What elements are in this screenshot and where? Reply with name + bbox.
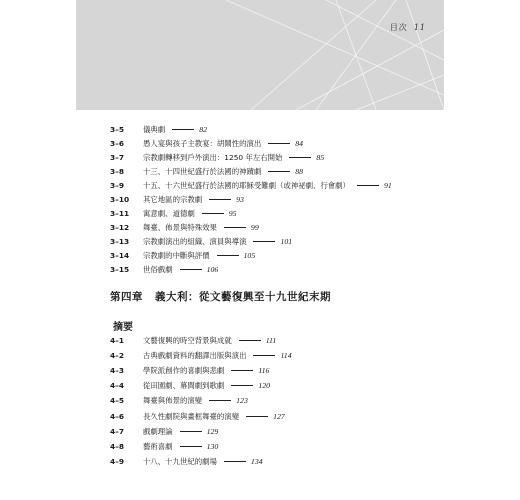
- toc-entry[interactable]: [110, 349, 292, 361]
- entry-number: 4–9: [110, 457, 124, 467]
- running-header-page: 11: [413, 23, 426, 32]
- entry-title: 宗教劇轉移到戶外演出：1250 年左右開始: [143, 152, 283, 162]
- entry-number: 4–4: [110, 381, 124, 391]
- entry-title: 世俗戲劇: [143, 264, 173, 274]
- entry-title: 其它地區的宗教劇: [143, 194, 203, 204]
- toc-entry[interactable]: [110, 249, 255, 261]
- toc-entry[interactable]: [110, 380, 270, 392]
- entry-number: 4–6: [110, 411, 124, 421]
- leader-line: [172, 129, 194, 130]
- leader-line: [239, 340, 261, 341]
- toc-entry[interactable]: [110, 440, 218, 452]
- leader-line: [246, 416, 268, 417]
- leader-line: [224, 461, 246, 462]
- toc-entry[interactable]: [110, 137, 303, 149]
- entry-title: 儀典劇: [143, 124, 166, 134]
- toc-entry[interactable]: [110, 235, 292, 247]
- header-banner: [76, 0, 444, 110]
- toc-entry[interactable]: [110, 334, 276, 346]
- leader-line: [217, 255, 239, 256]
- entry-title: 十五、十六世紀盛行於法國的耶穌受難劇（或神祕劇、行會劇）: [143, 180, 350, 190]
- entry-number: 3–13: [110, 236, 130, 246]
- entry-number: 4–7: [110, 426, 124, 436]
- leader-line: [231, 385, 253, 386]
- entry-page: 134: [250, 457, 263, 467]
- chapter-heading: [110, 289, 331, 304]
- leader-line: [268, 171, 290, 172]
- leader-line: [209, 199, 231, 200]
- toc-entry[interactable]: [110, 364, 269, 376]
- entry-page: 130: [206, 441, 219, 451]
- entry-page: 105: [243, 250, 256, 260]
- entry-page: 123: [236, 396, 248, 406]
- entry-number: 4–3: [110, 365, 124, 375]
- toc-entry[interactable]: [110, 179, 392, 191]
- toc-entry[interactable]: [110, 193, 244, 205]
- toc-entry[interactable]: [110, 456, 263, 468]
- entry-page: 116: [258, 365, 270, 375]
- entry-page: 101: [280, 236, 293, 246]
- entry-title: 宗教劇演出的組織、演員與導演: [143, 236, 247, 246]
- entry-page: 95: [228, 208, 237, 218]
- entry-number: 3–14: [110, 250, 130, 260]
- toc-entry[interactable]: [110, 395, 248, 407]
- toc-entry[interactable]: [110, 410, 285, 422]
- leader-line: [209, 400, 231, 401]
- entry-title: 十三、十四世紀盛行於法國的神蹟劇: [143, 166, 262, 176]
- entry-number: 3–15: [110, 264, 130, 274]
- leader-line: [253, 355, 275, 356]
- entry-number: 3–8: [110, 166, 124, 176]
- toc-entry[interactable]: [110, 151, 324, 163]
- entry-title: 舞臺、佈景與特殊效果: [143, 222, 217, 232]
- entry-page: 120: [258, 381, 271, 391]
- leader-line: [202, 213, 224, 214]
- leader-line: [289, 157, 311, 158]
- entry-number: 3–6: [110, 138, 124, 148]
- entry-number: 4–2: [110, 350, 124, 360]
- toc-entry[interactable]: [110, 123, 207, 135]
- toc-entry[interactable]: [110, 263, 218, 275]
- running-header-title: 目次: [389, 23, 408, 32]
- entry-page: 127: [273, 411, 285, 421]
- entry-page: 114: [280, 350, 292, 360]
- entry-page: 93: [236, 194, 244, 204]
- toc-entry[interactable]: [110, 221, 259, 233]
- toc-entry[interactable]: [110, 165, 303, 177]
- entry-number: 3–5: [110, 124, 124, 134]
- leader-line: [180, 446, 202, 447]
- toc-entry[interactable]: [110, 425, 218, 437]
- leader-line: [231, 370, 253, 371]
- entry-page: 84: [295, 138, 304, 148]
- leader-line: [180, 431, 202, 432]
- leader-line: [357, 185, 379, 186]
- toc-entry[interactable]: [110, 207, 237, 219]
- entry-title: 寓意劇、道德劇: [143, 208, 195, 218]
- entry-number: 4–8: [110, 441, 124, 451]
- entry-page: 88: [295, 166, 304, 176]
- entry-title: 從田園劇、幕間劇到歌劇: [143, 381, 225, 391]
- leader-line: [180, 269, 202, 270]
- entry-title: 宗教劇的中斷與評價: [143, 250, 210, 260]
- leader-line: [253, 241, 275, 242]
- entry-number: 4–5: [110, 396, 124, 406]
- entry-number: 3–7: [110, 152, 124, 162]
- entry-number: 3–9: [110, 180, 124, 190]
- entry-number: 4–1: [110, 335, 124, 345]
- entry-title: 戲劇理論: [143, 426, 173, 436]
- entry-title: 十八、十九世紀的劇場: [143, 457, 217, 467]
- entry-title: 藝術喜劇: [143, 441, 173, 451]
- entry-title: 文藝復興的時空背景與成就: [143, 335, 232, 345]
- chapter-title: 義大利：從文藝復興至十九世紀末期: [155, 291, 331, 303]
- entry-title: 舞臺與佈景的演變: [143, 396, 203, 406]
- leader-line: [268, 143, 290, 144]
- entry-page: 106: [206, 264, 219, 274]
- decorative-lines: [76, 0, 444, 110]
- entry-page: 111: [265, 335, 277, 345]
- entry-number: 3–11: [110, 208, 130, 218]
- leader-line: [224, 227, 246, 228]
- entry-title: 愚人宴與孩子主教宴：胡鬧性的演出: [143, 138, 262, 148]
- entry-page: 91: [383, 180, 392, 190]
- entry-page: 85: [316, 152, 325, 162]
- running-header: [390, 22, 426, 33]
- entry-number: 3–10: [110, 194, 130, 204]
- entry-page: 129: [206, 426, 219, 436]
- entry-title: 學院派創作的喜劇與悲劇: [143, 365, 225, 375]
- entry-number: 3–12: [110, 222, 130, 232]
- summary-heading: 摘要: [113, 322, 133, 333]
- entry-title: 古典戲劇資料的翻譯出版與演出: [143, 350, 247, 360]
- entry-page: 82: [199, 124, 207, 134]
- entry-page: 99: [250, 222, 259, 232]
- chapter-number: 第四章: [110, 291, 143, 303]
- entry-title: 長久性劇院與畫框舞臺的演變: [143, 411, 240, 421]
